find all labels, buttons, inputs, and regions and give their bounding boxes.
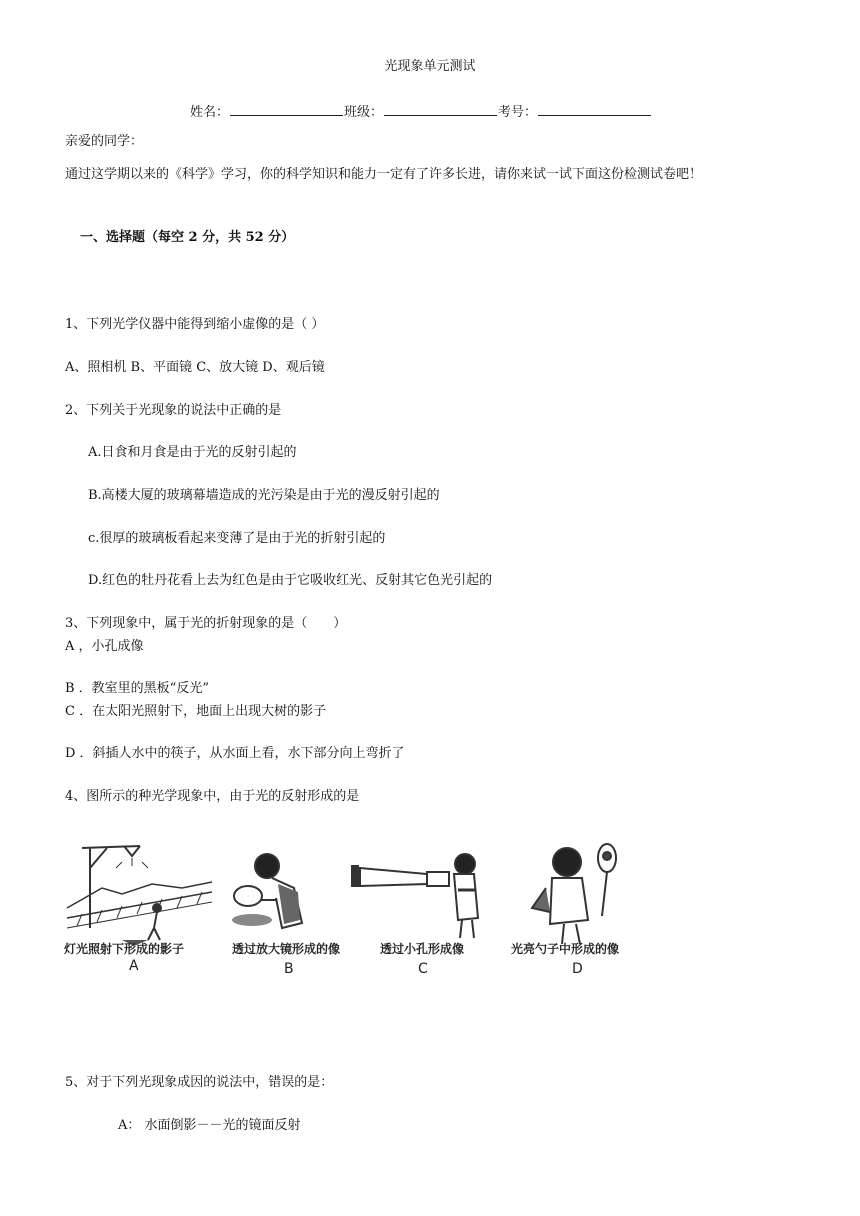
question-3-option-b: B ．教室里的黑板“反光” (65, 681, 209, 696)
question-3-option-a: A ，小孔成像 (65, 639, 144, 654)
panel-d-spoon (532, 844, 616, 944)
question-2-stem: 2、下列关于光现象的说法中正确的是 (65, 403, 282, 418)
question-2-option-b: B.高楼大厦的玻璃幕墙造成的光污染是由于光的漫反射引起的 (88, 488, 440, 503)
question-4-figure (62, 828, 642, 978)
question-1-stem: 1、下列光学仪器中能得到缩小虚像的是（ ） (65, 317, 325, 332)
panel-a-lamp-shadow (67, 846, 212, 946)
intro-text: 通过这学期以来的《科学》学习，你的科学知识和能力一定有了许多长进，请你来试一试下面这份检测试卷吧！ (65, 167, 703, 182)
question-1-options: A、照相机 B、平面镜 C、放大镜 D、观后镜 (65, 360, 325, 375)
figure-letter-a: A (129, 958, 139, 974)
number-label: 考号： (498, 105, 538, 120)
question-2-option-c: c.很厚的玻璃板看起来变薄了是由于光的折射引起的 (88, 531, 386, 546)
page-title: 光现象单元测试 (384, 59, 476, 74)
number-blank (538, 103, 651, 116)
panel-b-magnifier (232, 854, 302, 928)
figure-caption-b: 透过放大镜形成的像 (232, 942, 341, 956)
question-3-option-c: C ．在太阳光照射下，地面上出现大树的影子 (65, 704, 327, 719)
panel-c-pinhole (352, 854, 478, 938)
figure-letter-c: C (418, 961, 428, 977)
figure-caption-d: 光亮勺子中形成的像 (511, 942, 620, 956)
figure-letter-b: B (284, 961, 294, 977)
greeting: 亲爱的同学： (65, 134, 144, 149)
question-5-stem: 5、对于下列光现象成因的说法中，错误的是： (65, 1075, 334, 1090)
name-blank (230, 103, 343, 116)
question-5-option-a: A： 水面倒影－－光的镜面反射 (118, 1118, 301, 1133)
figure-caption-c: 透过小孔形成像 (380, 942, 465, 956)
class-label: 班级： (344, 105, 384, 120)
section-heading: 一、选择题（每空 2 分，共 52 分） (80, 230, 295, 245)
figure-caption-a: 灯光照射下形成的影子 (64, 942, 185, 956)
class-blank (384, 103, 497, 116)
question-3-stem: 3、下列现象中，属于光的折射现象的是（ ） (65, 616, 347, 631)
question-4-stem: 4、图所示的种光学现象中，由于光的反射形成的是 (65, 789, 360, 804)
figure-letter-d: D (572, 961, 583, 977)
name-label: 姓名： (190, 105, 230, 120)
student-info-line (190, 101, 652, 120)
question-2-option-a: A.日食和月食是由于光的反射引起的 (88, 445, 297, 460)
question-2-option-d: D.红色的牡丹花看上去为红色是由于它吸收红光、反射其它色光引起的 (88, 573, 493, 588)
question-3-option-d: D ．斜插人水中的筷子，从水面上看，水下部分向上弯折了 (65, 746, 405, 761)
